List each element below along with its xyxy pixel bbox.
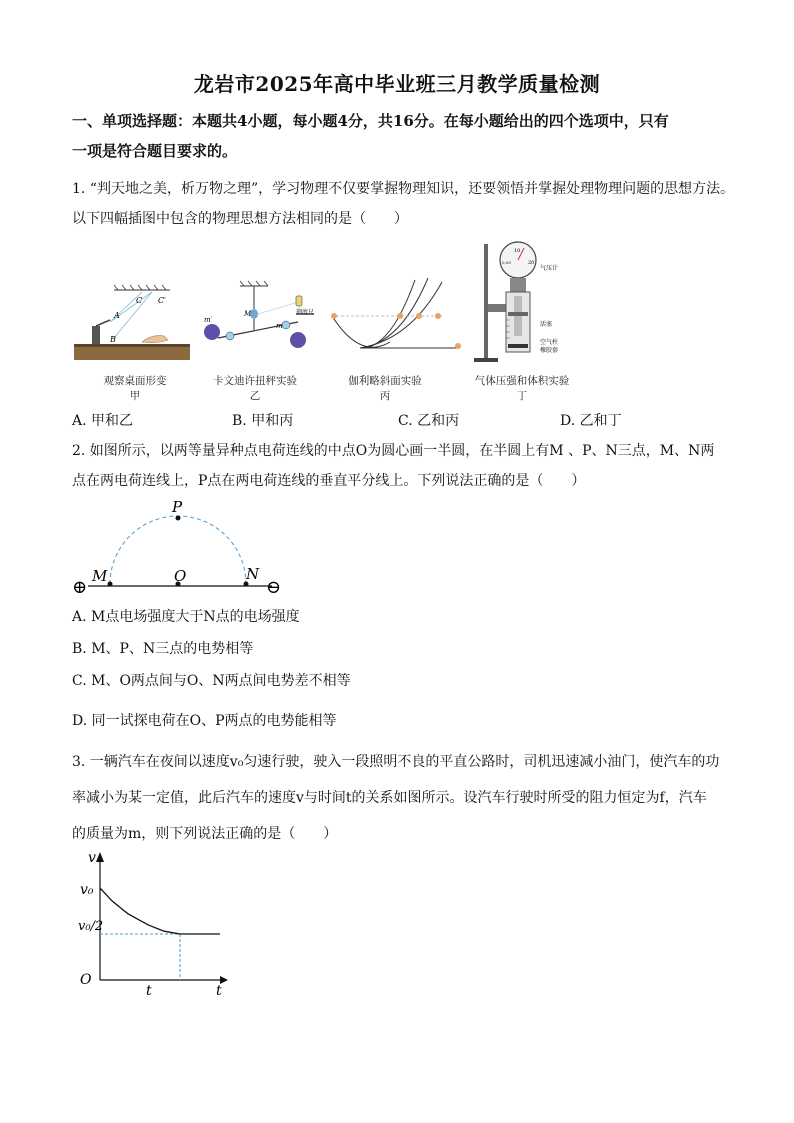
negative-charge-icon: ⊖ xyxy=(266,577,282,598)
caption-ding-text: 气体压强和体积实验 xyxy=(474,375,570,387)
y-axis-label: v xyxy=(88,850,96,866)
figure-ding xyxy=(474,242,558,362)
y-tick-half-v0: v₀/2 xyxy=(78,919,104,934)
section-heading-line1: 一、单项选择题：本题共4小题，每小题4分，共16分。在每小题给出的四个选项中，只有 xyxy=(72,112,669,130)
mark-m-prime: m′ xyxy=(204,316,213,324)
figure-yi xyxy=(204,281,314,348)
question-2-line1: 2. 如图所示，以两等量异种点电荷连线的中点O为圆心画一半圆，在半圆上有M 、P、N三点，M、N两 xyxy=(72,443,715,459)
mark-air-column: 空气柱 xyxy=(540,339,559,346)
mark-B: B xyxy=(110,335,116,344)
caption-yi-label: 乙 xyxy=(249,390,261,402)
series-line xyxy=(100,888,220,934)
caption-bing xyxy=(330,374,440,404)
caption-yi xyxy=(200,374,310,404)
caption-ding-label: 丁 xyxy=(516,390,528,402)
y-tick-v0: v₀ xyxy=(80,882,94,898)
mark-m: m xyxy=(276,322,283,330)
mark-gauge: 气压计 xyxy=(540,265,559,272)
mark-rubber: 橡胶套 xyxy=(540,347,559,354)
q1-option-d[interactable]: D. 乙和丁 xyxy=(560,413,622,429)
question-1-line2: 以下四幅插图中包含的物理思想方法相同的是（ ） xyxy=(72,211,408,227)
label-O: O xyxy=(174,567,187,585)
mark-C: C xyxy=(136,296,143,305)
q1-option-b[interactable]: B. 甲和丙 xyxy=(232,413,294,429)
caption-jia-label: 甲 xyxy=(129,390,141,402)
question-2-line2: 点在两电荷连线上，P点在两电荷连线的垂直平分线上。下列说法正确的是（ ） xyxy=(72,473,586,489)
caption-yi-text: 卡文迪许扭秤实验 xyxy=(213,375,297,387)
caption-bing-label: 丙 xyxy=(379,390,391,402)
page-title: 龙岩市2025年高中毕业班三月教学质量检测 xyxy=(193,72,601,96)
caption-jia-text: 观察桌面形变 xyxy=(103,375,167,387)
question-3-line1: 3. 一辆汽车在夜间以速度v₀匀速行驶，驶入一段照明不良的平直公路时，司机迅速减小油门，使汽车的功 xyxy=(72,754,720,770)
figure-jia xyxy=(74,285,190,360)
question-3-stem xyxy=(72,744,732,852)
x-axis-label: t xyxy=(216,983,222,998)
question-1-stem xyxy=(72,174,735,234)
label-N: N xyxy=(246,565,260,583)
figure-bing xyxy=(331,278,461,349)
label-M: M xyxy=(92,567,108,585)
origin-label: O xyxy=(80,972,92,988)
section-heading xyxy=(72,106,732,166)
q2-option-d[interactable]: D. 同一试探电荷在O、P两点的电势能相等 xyxy=(72,713,337,729)
q1-option-c[interactable]: C. 乙和丙 xyxy=(398,413,460,429)
mark-M: M xyxy=(244,310,252,318)
positive-charge-icon: ⊕ xyxy=(72,577,88,598)
question-3-line2: 率减小为某一定值，此后汽车的速度v与时间t的关系如图所示。设汽车行驶时所受的阻力恒定为f，汽车 xyxy=(72,790,707,806)
q2-option-a[interactable]: A. M点电场强度大于N点的电场强度 xyxy=(72,609,300,625)
label-P: P xyxy=(172,498,183,516)
gauge-20: 20 xyxy=(528,260,535,266)
y-axis-arrow-icon xyxy=(96,852,104,862)
question-3-chart xyxy=(70,846,240,998)
mark-C-prime: C′ xyxy=(158,296,166,305)
section-heading-line2: 一项是符合题目要求的。 xyxy=(72,142,238,160)
gauge-005: 0.05 xyxy=(502,260,511,265)
gauge-10: 10 xyxy=(514,248,521,254)
q1-option-a[interactable]: A. 甲和乙 xyxy=(72,413,134,429)
mark-piston: 活塞 xyxy=(540,321,553,328)
question-1-line1: 1. “判天地之美，析万物之理”，学习物理不仅要掌握物理知识，还要领悟并掌握处理物理问题的思想方法。 xyxy=(72,181,735,197)
caption-bing-text: 伽利略斜面实验 xyxy=(348,375,422,387)
mark-A: A xyxy=(114,311,120,320)
question-1-options xyxy=(0,410,794,432)
caption-ding xyxy=(462,374,582,404)
x-tick-t: t xyxy=(146,983,152,998)
question-1-figures xyxy=(70,240,590,370)
question-2-stem xyxy=(72,436,732,496)
mark-ruler: 刻度尺 xyxy=(296,309,315,316)
question-2-figure xyxy=(68,498,288,598)
question-3-line3: 的质量为m，则下列说法正确的是（ ） xyxy=(72,826,338,842)
caption-jia xyxy=(80,374,190,404)
q2-option-b[interactable]: B. M、P、N三点的电势相等 xyxy=(72,641,254,657)
q2-option-c[interactable]: C. M、O两点间与O、N两点间电势差不相等 xyxy=(72,673,351,689)
